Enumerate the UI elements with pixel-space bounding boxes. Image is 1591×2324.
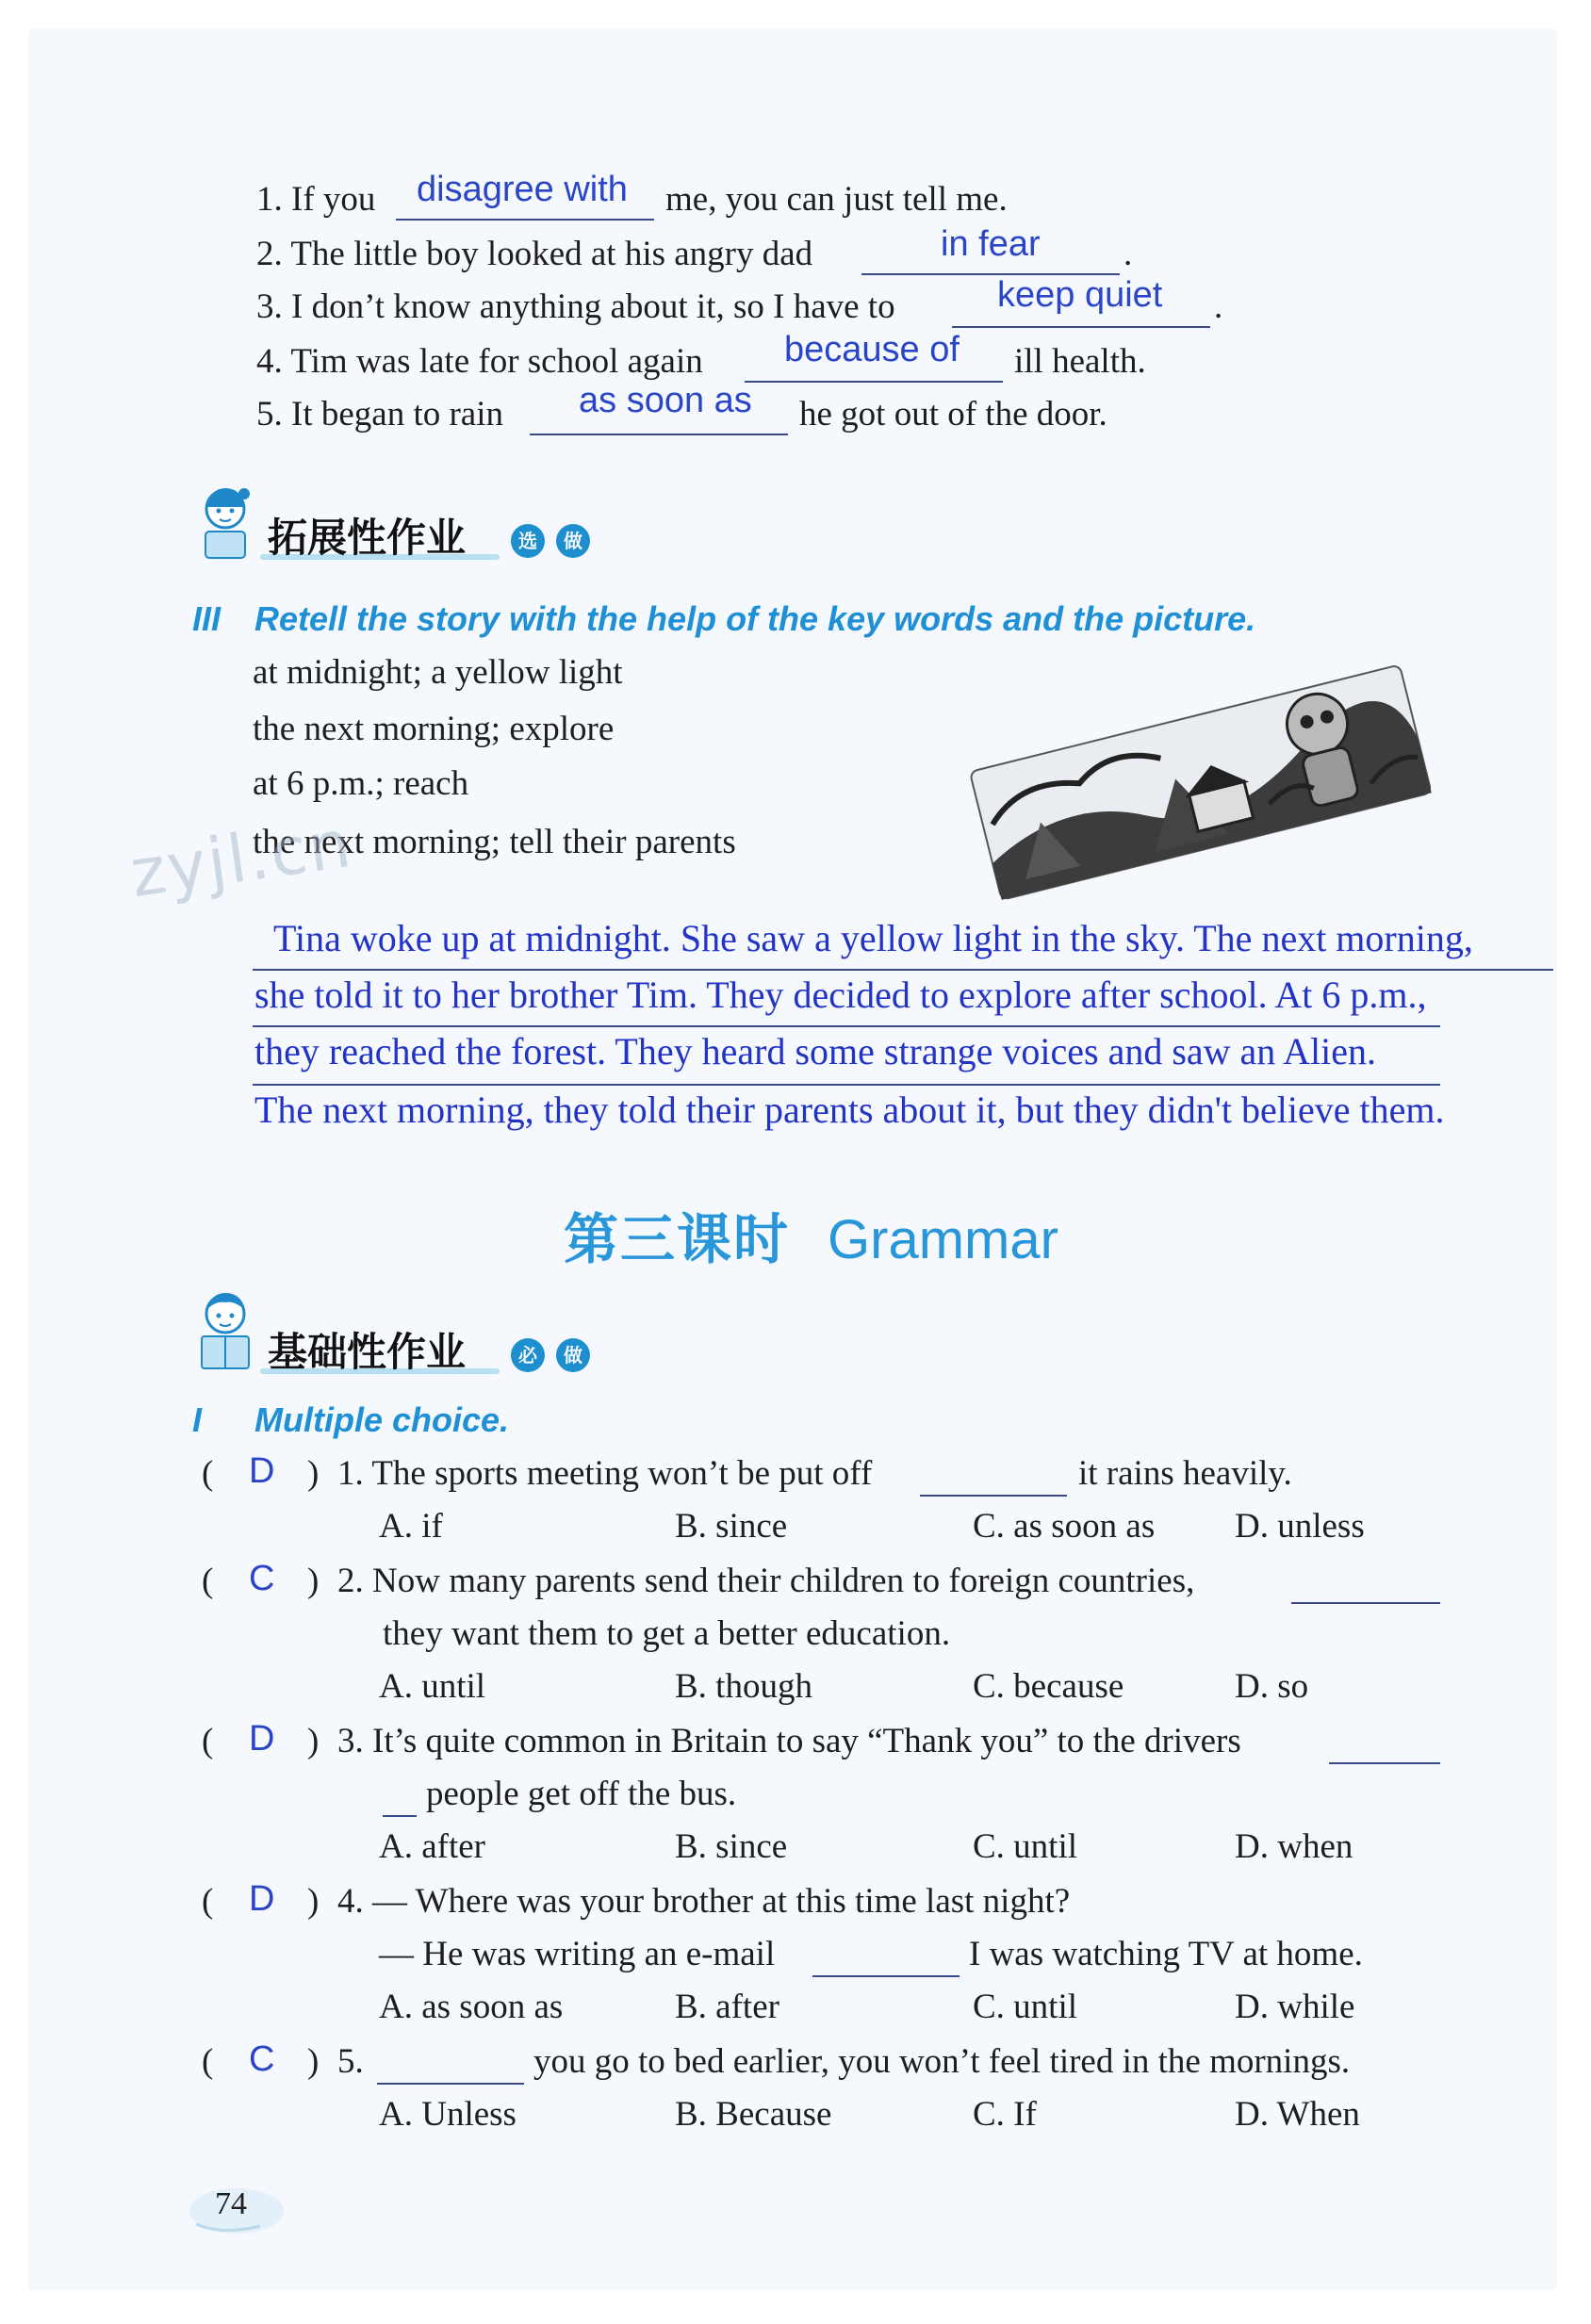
question-text-line2: people get off the bus. — [426, 1775, 737, 1813]
keyword-line: the next morning; tell their parents — [253, 823, 736, 861]
watermark: zyjl.cn — [125, 804, 357, 913]
question-text: 3. It’s quite common in Britain to say “Thank you” to the drivers — [337, 1722, 1241, 1760]
part1-number: I — [192, 1400, 203, 1439]
answer-paren-open: ( — [202, 1882, 214, 1921]
page-number: 74 — [215, 2186, 247, 2221]
lesson-title-cn: 第三课时 — [564, 1207, 791, 1271]
question-answer: D — [249, 1719, 275, 1759]
fill-in-2-answer: in fear — [941, 224, 1041, 264]
question-blank — [1291, 1602, 1440, 1604]
keyword-line: the next morning; explore — [253, 710, 615, 748]
story-line: Tina woke up at midnight. She saw a yellow light in the sky. The next morning, — [273, 917, 1473, 959]
question-text: 5. — [337, 2042, 364, 2081]
answer-paren-open: ( — [202, 1562, 214, 1600]
fill-in-5-text: 5. It began to rain — [256, 395, 503, 434]
answer-paren-close: ) — [307, 1722, 320, 1760]
question-blank-cont — [383, 1815, 417, 1817]
question-blank — [920, 1495, 1067, 1497]
option-d: D. while — [1235, 1988, 1355, 2026]
fill-in-5-answer: as soon as — [579, 381, 752, 420]
question-text: 2. Now many parents send their children to foreign countries, — [337, 1562, 1195, 1600]
badge-xuan: 选 — [511, 524, 545, 558]
answer-paren-close: ) — [307, 1882, 320, 1921]
option-a: A. as soon as — [379, 1988, 564, 2026]
question-text-line2: they want them to get a better education. — [383, 1614, 951, 1653]
question-text-after: it rains heavily. — [1078, 1454, 1292, 1493]
fill-in-4-blank — [745, 381, 1003, 383]
answer-paren-open: ( — [202, 1722, 214, 1760]
boy-reading-icon — [192, 1287, 258, 1382]
answer-paren-close: ) — [307, 1454, 320, 1493]
fill-in-1-text: 1. If you — [256, 180, 376, 219]
question-text: 4. — Where was your brother at this time last night? — [337, 1882, 1071, 1921]
fill-in-3-text: 3. I don’t know anything about it, so I have to — [256, 287, 895, 326]
fill-in-3-answer: keep quiet — [997, 275, 1163, 315]
question-text-line2-after: I was watching TV at home. — [969, 1935, 1363, 1973]
answer-paren-close: ) — [307, 2042, 320, 2081]
option-a: A. until — [379, 1667, 486, 1706]
answer-paren-open: ( — [202, 2042, 214, 2081]
option-d: D. so — [1235, 1667, 1309, 1706]
option-c: C. as soon as — [973, 1507, 1156, 1546]
question-text: 1. The sports meeting won’t be put off — [337, 1454, 873, 1493]
lesson-title-en: Grammar — [828, 1209, 1058, 1270]
option-d: D. when — [1235, 1827, 1353, 1866]
fill-in-5-text-after: he got out of the door. — [799, 395, 1107, 434]
part3-instruction: Retell the story with the help of the key words and the picture. — [254, 599, 1256, 638]
fill-in-1-text-after: me, you can just tell me. — [665, 180, 1008, 219]
question-text-after: you go to bed earlier, you won’t feel tired in the mornings. — [533, 2042, 1351, 2081]
story-rule — [253, 1084, 1440, 1086]
fill-in-2-text: 2. The little boy looked at his angry dad — [256, 235, 813, 273]
story-line: they reached the forest. They heard some strange voices and saw an Alien. — [254, 1030, 1376, 1072]
option-b: B. Because — [675, 2095, 832, 2134]
fill-in-5-blank — [530, 434, 788, 435]
option-c: C. until — [973, 1988, 1078, 2026]
story-line: The next morning, they told their parents about it, but they didn't believe them. — [254, 1088, 1445, 1131]
answer-paren-open: ( — [202, 1454, 214, 1493]
part3-number: III — [192, 599, 221, 638]
story-line: she told it to her brother Tim. They decided to explore after school. At 6 p.m., — [254, 974, 1427, 1016]
girl-reading-icon — [192, 481, 258, 565]
option-c: C. If — [973, 2095, 1037, 2134]
option-d: D. When — [1235, 2095, 1360, 2134]
answer-paren-close: ) — [307, 1562, 320, 1600]
question-answer: D — [249, 1879, 275, 1919]
question-answer: D — [249, 1451, 275, 1491]
option-b: B. since — [675, 1507, 788, 1546]
option-b: B. since — [675, 1827, 788, 1866]
option-d: D. unless — [1235, 1507, 1365, 1546]
option-c: C. because — [973, 1667, 1124, 1706]
option-b: B. though — [675, 1667, 812, 1706]
lesson-title — [564, 1195, 1058, 1274]
section-title-basic: 基础性作业 — [268, 1329, 467, 1375]
option-a: A. Unless — [379, 2095, 517, 2134]
option-b: B. after — [675, 1988, 779, 2026]
badge-bi: 必 — [511, 1338, 545, 1372]
fill-in-4-text-after: ill health. — [1014, 342, 1146, 381]
question-blank — [1329, 1762, 1440, 1764]
fill-in-1-answer: disagree with — [417, 170, 628, 209]
question-answer: C — [249, 1559, 275, 1598]
fill-in-4-text: 4. Tim was late for school again — [256, 342, 703, 381]
story-rule — [253, 969, 1553, 971]
alien-forest-illustration — [952, 660, 1452, 914]
question-blank — [377, 2083, 524, 2085]
badge-zuo: 做 — [556, 1338, 590, 1372]
option-a: A. if — [379, 1507, 443, 1546]
question-answer: C — [249, 2039, 275, 2079]
badge-zuo: 做 — [556, 524, 590, 558]
option-a: A. after — [379, 1827, 485, 1866]
story-rule — [253, 1025, 1440, 1027]
part1-instruction: Multiple choice. — [254, 1400, 510, 1439]
fill-in-1-blank — [396, 219, 654, 221]
fill-in-3-text-after: . — [1214, 287, 1223, 326]
fill-in-2-text-after: . — [1124, 235, 1133, 273]
question-blank — [812, 1975, 960, 1977]
option-c: C. until — [973, 1827, 1078, 1866]
fill-in-4-answer: because of — [784, 330, 960, 369]
keyword-line: at 6 p.m.; reach — [253, 764, 469, 803]
section-title-extended: 拓展性作业 — [268, 515, 467, 561]
fill-in-3-blank — [952, 326, 1210, 328]
keyword-line: at midnight; a yellow light — [253, 653, 623, 692]
question-text-line2: — He was writing an e-mail — [379, 1935, 776, 1973]
